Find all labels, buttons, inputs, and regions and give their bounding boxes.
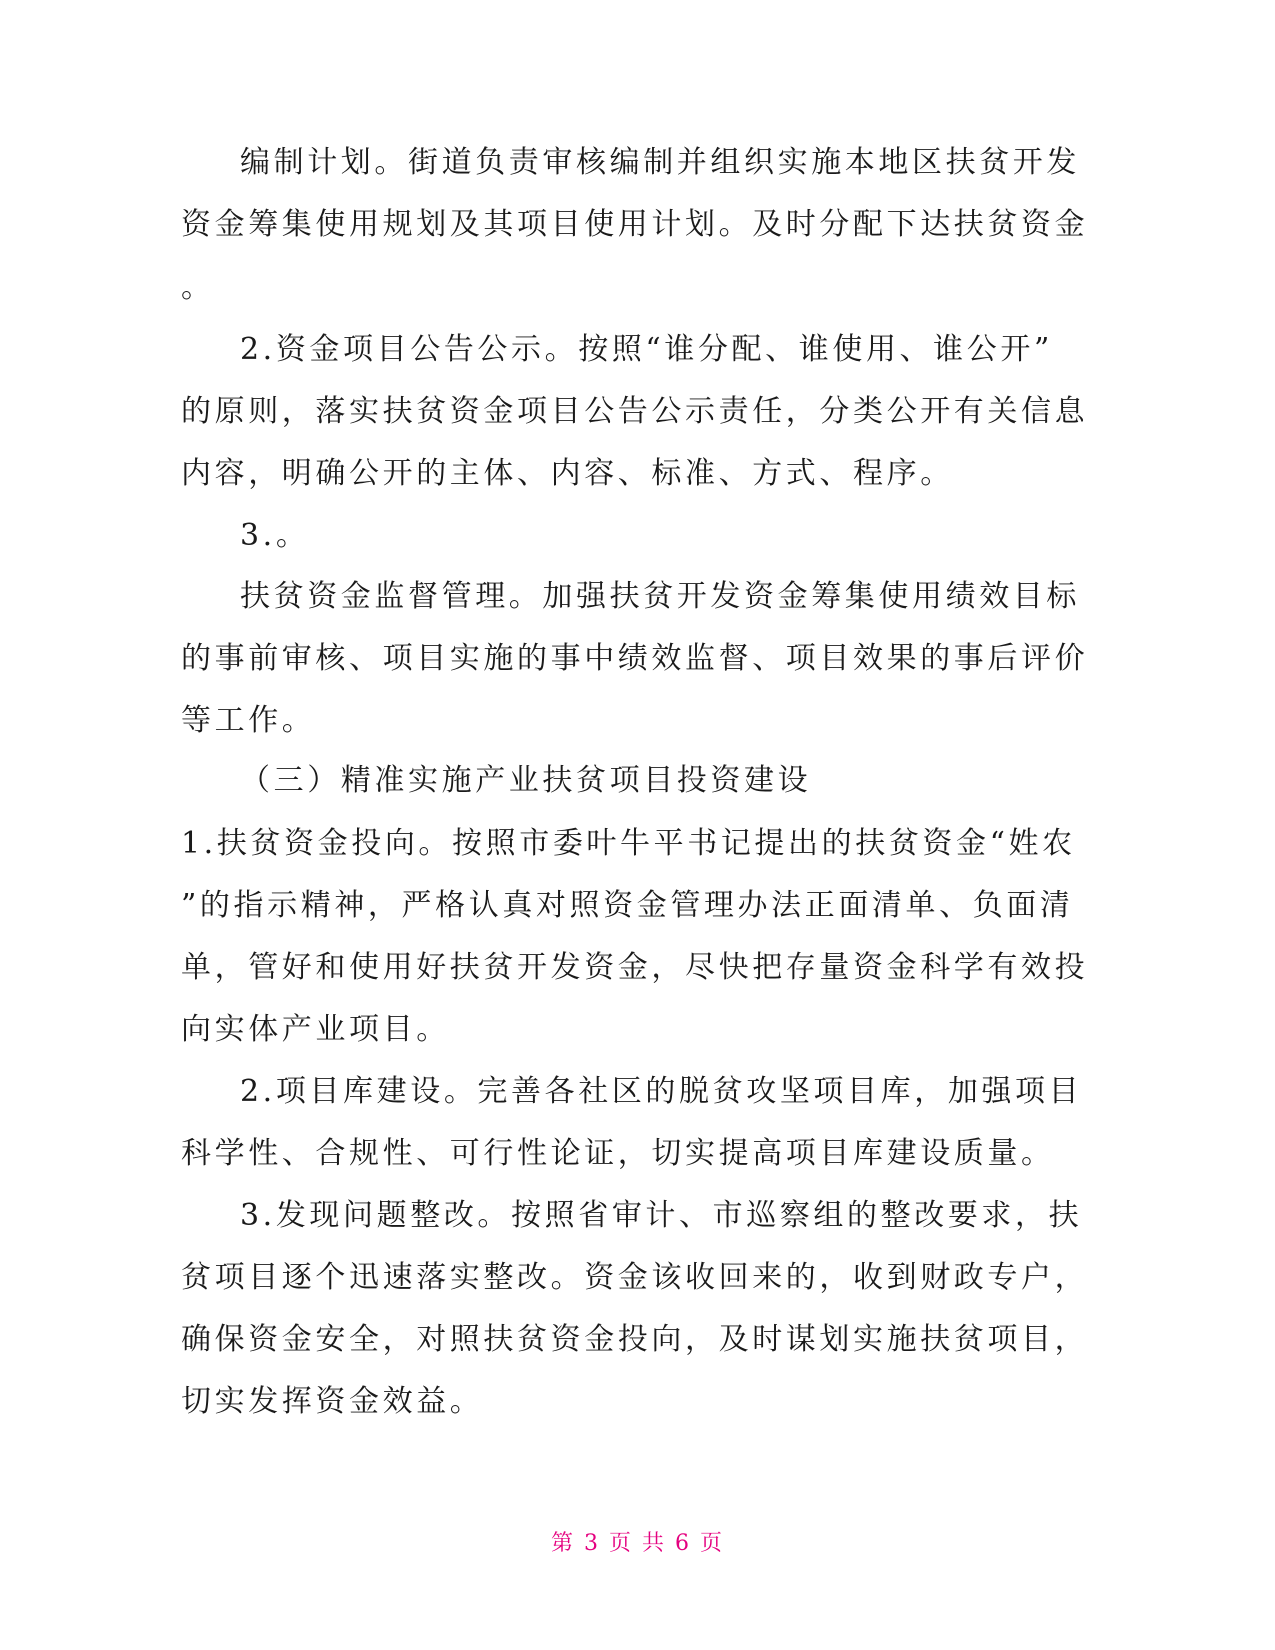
text-line: 资金筹集使用规划及其项目使用计划。及时分配下达扶贫资金 (181, 207, 1089, 242)
text-line: 的事前审核、项目实施的事中绩效监督、项目效果的事后评价 (181, 641, 1089, 676)
page-number-footer: 第 3 页 共 6 页 (551, 1531, 724, 1556)
text-line: 单，管好和使用好扶贫开发资金，尽快把存量资金科学有效投 (181, 950, 1089, 985)
text-line: 的原则，落实扶贫资金项目公告公示责任，分类公开有关信息 (181, 394, 1089, 429)
text-line: 内容，明确公开的主体、内容、标准、方式、程序。 (181, 456, 954, 491)
text-line: 切实发挥资金效益。 (181, 1384, 484, 1419)
text-line: 贫项目逐个迅速落实整改。资金该收回来的，收到财政专户， (181, 1260, 1089, 1295)
text-line: 3.发现问题整改。按照省审计、市巡察组的整改要求，扶 (240, 1198, 1083, 1233)
text-line: 。 (181, 270, 215, 305)
text-line: 2.资金项目公告公示。按照“谁分配、谁使用、谁公开” (240, 332, 1053, 367)
text-line: 扶贫资金监督管理。加强扶贫开发资金筹集使用绩效目标 (240, 579, 1080, 614)
text-line: 2.项目库建设。完善各社区的脱贫攻坚项目库，加强项目 (240, 1074, 1083, 1109)
text-line: 编制计划。街道负责审核编制并组织实施本地区扶贫开发 (240, 145, 1080, 180)
section-heading: （三）精准实施产业扶贫项目投资建设 (240, 763, 812, 798)
text-line: 科学性、合规性、可行性论证，切实提高项目库建设质量。 (181, 1136, 1055, 1171)
text-line: 1.扶贫资金投向。按照市委叶牛平书记提出的扶贫资金“姓农 (181, 826, 1076, 861)
text-line: 确保资金安全，对照扶贫资金投向，及时谋划实施扶贫项目， (181, 1322, 1089, 1357)
text-line: ”的指示精神，严格认真对照资金管理办法正面清单、负面清 (181, 888, 1074, 923)
text-line: 向实体产业项目。 (181, 1012, 450, 1047)
text-line: 3.。 (240, 518, 310, 553)
text-line: 等工作。 (181, 703, 316, 738)
